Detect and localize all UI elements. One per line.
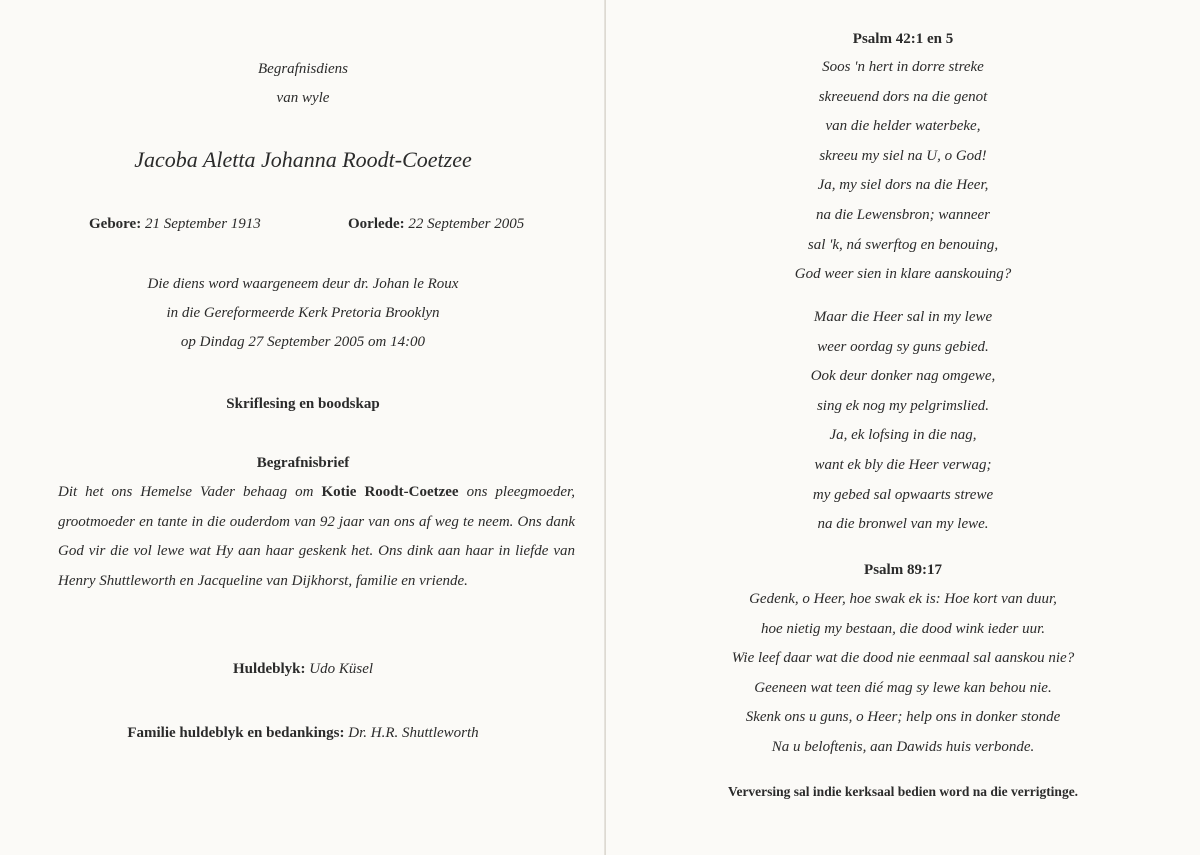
psalm-line: skreeuend dors na die genot xyxy=(818,88,988,105)
psalm-line: Gedenk, o Heer, hoe swak ek is: Hoe kort van duur, xyxy=(749,591,1057,607)
letter-text-name: Kotie Roodt-Coetzee xyxy=(321,484,459,500)
died-label: Oorlede: xyxy=(348,216,405,232)
psalm-line: hoe nietig my bestaan, die dood wink ieder uur. xyxy=(760,620,1046,637)
psalm-line: Geeneen wat teen dié mag sy lewe kan behou nie. xyxy=(754,679,1052,696)
psalm-line: Ook deur donker nag omgewe, xyxy=(810,368,996,385)
of-late-line: van wyle xyxy=(276,90,330,106)
psalm-line: Wie leef daar wat die dood nie eenmaal sal aanskou nie? xyxy=(731,650,1075,667)
psalm-line: weer oordag sy guns gebied. xyxy=(817,338,989,355)
born-line xyxy=(89,214,261,234)
psalm-line: Soos 'n hert in dorre streke xyxy=(822,59,984,75)
right-page xyxy=(606,0,1200,855)
psalm-89-title: Psalm 89:17 xyxy=(864,562,942,578)
psalm-89-verse xyxy=(606,585,1200,763)
psalm-line: Maar die Heer sal in my lewe xyxy=(813,309,993,325)
died-date: 22 September 2005 xyxy=(408,216,525,232)
family-tribute-line xyxy=(0,723,606,743)
psalm-line: van die helder waterbeke, xyxy=(825,118,981,135)
psalm-line: my gebed sal opwaarts strewe xyxy=(812,486,994,503)
letter-text-before: Dit het ons Hemelse Vader behaag om xyxy=(58,484,322,500)
psalm-42-stanza-1 xyxy=(606,53,1200,290)
psalm-line: Na u beloftenis, aan Dawids huis verbonde. xyxy=(771,738,1035,755)
psalm-line: Ja, ek lofsing in die nag, xyxy=(829,427,977,444)
died-line xyxy=(348,214,524,234)
church-line: in die Gereformeerde Kerk Pretoria Brooklyn xyxy=(166,305,440,321)
datetime-line: op Dindag 27 September 2005 om 14:00 xyxy=(180,334,426,350)
letter-heading: Begrafnisbrief xyxy=(256,455,350,471)
psalm-line: na die Lewensbron; wanneer xyxy=(815,206,990,223)
psalm-line: Ja, my siel dors na die Heer, xyxy=(817,177,989,194)
officiant-line: Die diens word waargeneem deur dr. Johan le Roux xyxy=(147,276,459,292)
psalm-line: skreeu my siel na U, o God! xyxy=(819,147,987,164)
tribute-line xyxy=(0,659,606,679)
funeral-letter-text xyxy=(58,478,575,596)
psalm-line: sal 'k, ná swerftog en benouing, xyxy=(807,236,999,253)
psalm-line: sing ek nog my pelgrimslied. xyxy=(816,397,990,414)
psalm-line: want ek bly die Heer verwag; xyxy=(814,456,992,473)
family-tribute-name: Dr. H.R. Shuttleworth xyxy=(348,725,479,741)
psalm-42-stanza-2 xyxy=(606,303,1200,540)
tribute-label: Huldeblyk: xyxy=(232,661,306,677)
psalm-line: God weer sien in klare aanskouing? xyxy=(794,266,1012,283)
born-date: 21 September 1913 xyxy=(144,216,261,232)
reading-heading: Skriflesing en boodskap xyxy=(226,396,380,412)
letter-text-after: ons pleegmoeder, grootmoeder en tante in die ouderdom van 92 jaar van ons af weg te neem. Ons dank God vir die vol lewe wat Hy aan haar geskenk het. Ons dink aan haar in liefde van Henry Shuttleworth en Jacqueline van Dijkhorst, familie en vriende. xyxy=(58,484,575,589)
refreshments-note: Verversing sal indie kerksaal bedien word na die verrigtinge. xyxy=(727,784,1079,799)
service-title: Begrafnisdiens xyxy=(258,61,348,77)
psalm-line: na die bronwel van my lewe. xyxy=(817,516,989,533)
family-tribute-label: Familie huldeblyk en bedankings: xyxy=(127,725,345,741)
tribute-name: Udo Küsel xyxy=(309,661,374,677)
born-label: Gebore: xyxy=(89,216,142,232)
psalm-line: Skenk ons u guns, o Heer; help ons in donker stonde xyxy=(745,709,1061,726)
deceased-name: Jacoba Aletta Johanna Roodt-Coetzee xyxy=(134,147,472,172)
psalm-42-title: Psalm 42:1 en 5 xyxy=(852,31,954,47)
